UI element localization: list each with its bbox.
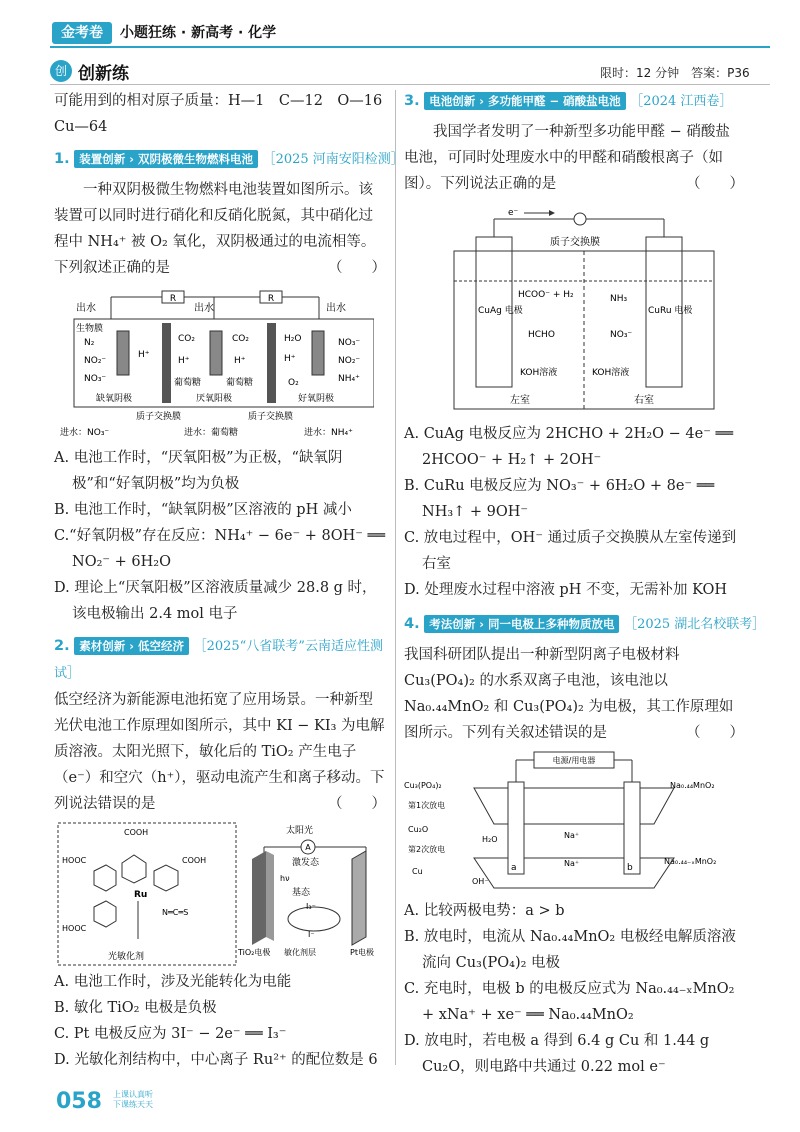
question-1-header [54,146,404,173]
q1-inlet-mid: 进水：葡萄糖 [184,428,239,438]
q2-hooc-bottom: HOOC [62,924,87,933]
question-4-number: 4. [404,616,420,632]
q4-cu3po4: Cu₃(PO₄)₂ [404,781,442,790]
q1-electrode-right [312,331,324,375]
question-3-source: ［2024 江西卷］ [630,94,733,109]
section-title: 创新练 [78,64,129,84]
q1-left-no2: NO₂⁻ [84,356,107,366]
q1-o2: O₂ [288,378,299,388]
q1-resistor-1-label: R [169,294,177,304]
q4-oh: OH⁻ [472,877,489,886]
question-1 [54,146,404,627]
q4-right-bottom: Na₀.₄₄₋ₓMnO₂ [664,857,717,866]
footer-slogan-1: 上课认真听 [113,1090,153,1099]
series-title: 小题狂练 · 新高考 · 化学 [120,25,277,41]
q1-option-c: C.“好氧阴极”存在反应：NH₄⁺ − 6e⁻ + 8OH⁻ ══ NO₂⁻ + 6H₂O [54,528,385,570]
q2-hooc-left: HOOC [62,856,87,865]
q1-electrode-left [117,331,129,375]
q3-right-mid: NO₃⁻ [610,330,633,340]
column-divider [395,90,396,1065]
question-3-tag: 电池创新 › 多功能甲醛 − 硝酸盐电池 [424,92,625,110]
q2-option-a: A. 电池工作时，涉及光能转化为电能 [54,974,292,990]
q1-option-d: D. 理论上“厌氧阳极”区溶液质量减少 28.8 g 时，该电极输出 2.4 mol 电子 [54,580,377,622]
q2-cooh-right: COOH [182,856,207,865]
q1-membrane-2 [267,323,276,403]
q2-excited: 激发态 [292,858,320,868]
question-2-tag: 素材创新 › 低空经济 [74,637,189,655]
time-limit: 限时：12 分钟 答案：P36 [600,66,750,80]
question-1-number: 1. [54,151,70,167]
q3-option-a: A. CuAg 电极反应为 2HCHO + 2H₂O − 4e⁻ ══ 2HCOO⁻ + H₂↑ + 2OH⁻ [404,426,733,468]
q4-right-top: Na₀.₄₄MnO₂ [670,781,715,790]
q3-bulb [574,213,586,225]
intro-line-2: Cu—64 [54,119,108,135]
q4-electrode-a [508,782,524,874]
brand-badge: 金考卷 [52,22,112,44]
q2-dye-label: 光敏化剂 [108,952,145,962]
q1-biofilm: 生物膜 [76,324,104,334]
question-4-tag: 考法创新 › 同一电极上多种物质放电 [424,615,619,633]
q1-hplus-1: H⁺ [138,350,150,360]
q1-glucose-1: 葡萄糖 [174,378,202,388]
q1-water-out-left: 出水 [76,303,96,314]
question-4-answer-paren: （ ） [686,725,744,741]
q2-ground: 基态 [292,888,311,898]
q3-right-electrode-label: CuRu 电极 [648,306,693,316]
q1-membrane-1 [162,323,171,403]
q2-tio2-label: TiO₂电极 [238,948,271,957]
q4-electrode-b [624,782,640,874]
q4-electrode-a-label: a [511,863,517,873]
q2-sens-label: 敏化剂层 [284,948,316,957]
page-number: 058 [56,1089,102,1114]
question-3-stem-text: 我国学者发明了一种新型多功能甲醛 − 硝酸盐电池，可同时处理废水中的甲醛和硝酸根离子（如图）。下列说法正确的是 [404,124,730,192]
question-3-header [404,88,744,115]
q4-electrode-b-label: b [627,863,633,873]
section-icon: 创 [50,60,72,82]
q1-label-anoxic-cathode: 缺氧阴极 [96,394,133,404]
q3-figure [414,201,734,421]
q4-power-label: 电源/用电器 [552,756,596,765]
footer-slogan-2: 下课练天天 [113,1100,153,1109]
q1-right-no3: NO₃⁻ [338,338,361,348]
q4-h2o: H₂O [482,835,498,844]
q2-cooh-top: COOH [124,828,149,837]
q1-hplus-3: H⁺ [234,356,246,366]
question-4-stem [404,642,744,746]
q1-hplus-4: H⁺ [284,354,296,364]
q2-ncs: N═C═S [162,908,189,917]
q1-water-out-mid: 出水 [194,303,214,314]
q3-left-top: HCOO⁻ + H₂ [518,290,574,300]
q4-cu: Cu [412,867,423,876]
question-1-stem [54,177,386,281]
question-4-stem-text: 我国科研团队提出一种新型阴离子电极材料 Cu₃(PO₄)₂ 的水系双离子电池，该电池以 Na₀.₄₄MnO₂ 和 Cu₃(PO₄)₂ 为电极，其工作原理如图所示。下列有关叙述错误的是 [404,647,734,741]
q4-cell-top [474,788,674,824]
question-4-header [404,611,766,638]
q1-water-out-right: 出水 [326,303,346,314]
q2-i3: I₃⁻ [306,902,316,911]
q1-membrane-label-2: 质子交换膜 [248,412,294,422]
q3-left-bottom: KOH溶液 [520,368,558,378]
q1-option-b: B. 电池工作时，“缺氧阴极”区溶液的 pH 减小 [54,502,352,518]
question-2-header [54,633,386,687]
q2-pt-label: Pt电极 [350,948,374,957]
question-2-answer-paren: （ ） [328,796,386,812]
q2-tio2-plate [252,851,266,945]
q2-option-d: D. 光敏化剂结构中，中心离子 Ru²⁺ 的配位数是 6 [54,1052,378,1068]
left-column [54,88,404,1073]
q3-right-bottom: KOH溶液 [592,368,630,378]
q1-label-aerobic-cathode: 好氧阴极 [298,394,335,404]
q3-option-d: D. 处理废水过程中溶液 pH 不变，无需补加 KOH [404,582,728,598]
q1-resistor-2-label: R [267,294,275,304]
q1-membrane-label-1: 质子交换膜 [136,412,182,422]
q2-i: I⁻ [308,930,315,939]
question-3-answer-paren: （ ） [686,176,744,192]
q1-electrode-mid [210,331,222,375]
q1-inlet-left: 进水：NO₃⁻ [60,428,110,438]
q1-figure [54,285,374,445]
q1-left-n2: N₂ [84,338,95,348]
question-3-number: 3. [404,93,420,109]
q4-option-c: C. 充电时，电极 b 的电极反应式为 Na₀.₄₄₋ₓMnO₂ + xNa⁺ + xe⁻ ══ Na₀.₄₄MnO₂ [404,981,735,1023]
q1-right-nh4: NH₄⁺ [338,374,360,384]
q3-left-mid: HCHO [528,330,555,340]
q4-figure [404,748,744,898]
q4-na-plus-1: Na⁺ [564,831,580,840]
q4-cu2o: Cu₂O [408,825,429,834]
q1-option-a: A. 电池工作时，“厌氧阳极”为正极，“缺氧阴极”和“好氧阴极”均为负极 [54,450,343,492]
q3-left-room: 左室 [510,395,530,406]
header-divider [50,84,770,85]
q1-hplus-2: H⁺ [178,356,190,366]
header-rule [50,46,770,48]
q1-co2-2: CO₂ [232,334,249,344]
q1-h2o: H₂O [284,334,302,344]
q4-option-d: D. 放电时，若电极 a 得到 6.4 g Cu 和 1.44 g Cu₂O，则电路中共通过 0.22 mol e⁻ [404,1033,710,1075]
q1-glucose-2: 葡萄糖 [226,378,254,388]
q3-left-electrode-label: CuAg 电极 [478,306,523,316]
question-2-number: 2. [54,638,70,654]
q4-option-a: A. 比较两极电势：a > b [404,903,565,919]
q1-label-anaerobic-anode: 厌氧阳极 [196,394,233,404]
q4-first-discharge: 第1次放电 [408,801,446,810]
q1-left-no3: NO₃⁻ [84,374,107,384]
question-1-stem-text: 一种双阴极微生物燃料电池装置如图所示。该装置可以同时进行硝化和反硝化脱氮，其中硝化过程中 NH₄⁺ 被 O₂ 氧化，双阴极通过的电流相等。下列叙述正确的是 [54,182,376,276]
question-1-source: ［2025 河南安阳检测］ [262,152,404,167]
question-4-source: ［2025 湖北名校联考］ [624,617,766,632]
right-column [404,88,766,1080]
question-4 [404,611,766,1080]
q4-second-discharge: 第2次放电 [408,845,446,854]
q1-right-no2: NO₂⁻ [338,356,361,366]
q2-hv: hν [280,874,290,883]
question-1-tag: 装置创新 › 双阴极微生物燃料电池 [74,150,258,168]
q2-ammeter-label: A [305,843,311,852]
q4-option-b: B. 放电时，电流从 Na₀.₄₄MnO₂ 电极经电解质溶液流向 Cu₃(PO₄)₂ 电极 [404,929,736,971]
footer-slogan [113,1090,153,1110]
q2-sunlight: 太阳光 [286,826,314,836]
q2-figure [54,819,380,969]
question-3-stem [404,119,744,197]
q3-option-b: B. CuRu 电极反应为 NO₃⁻ + 6H₂O + 8e⁻ ══ NH₃↑ + 9OH⁻ [404,478,715,520]
q2-ru-center: Ru [134,890,148,900]
question-1-answer-paren: （ ） [328,260,386,276]
q2-option-c: C. Pt 电极反应为 3I⁻ − 2e⁻ ══ I₃⁻ [54,1026,287,1042]
q1-co2-1: CO₂ [178,334,195,344]
q1-inlet-right: 进水：NH₄⁺ [304,428,353,438]
intro-line-1: 可能用到的相对原子质量：H—1 C—12 O—16 [54,93,383,109]
q3-membrane-label: 质子交换膜 [550,237,600,248]
q3-electron: e⁻ [508,208,519,218]
question-3 [404,88,744,603]
q2-pt-plate [352,851,366,945]
question-2-stem-text: 低空经济为新能源电池拓宽了应用场景。一种新型光伏电池工作原理如图所示，其中 KI − KI₃ 为电解质溶液。太阳光照下，敏化后的 TiO₂ 产生电子（e⁻）和空穴（h⁺），驱动电流产生和离子移动。下列说法错误的是 [54,692,385,812]
q3-right-top: NH₃ [610,294,628,304]
q3-option-c: C. 放电过程中，OH⁻ 通过质子交换膜从左室传递到右室 [404,530,737,572]
question-2-stem [54,687,386,817]
question-2-source: ［2025“八省联考”云南适应性测试］ [54,639,383,681]
q3-right-room: 右室 [634,395,654,406]
question-2 [54,633,386,1073]
q2-option-b: B. 敏化 TiO₂ 电极是负极 [54,1000,217,1016]
q4-na-plus-2: Na⁺ [564,859,580,868]
